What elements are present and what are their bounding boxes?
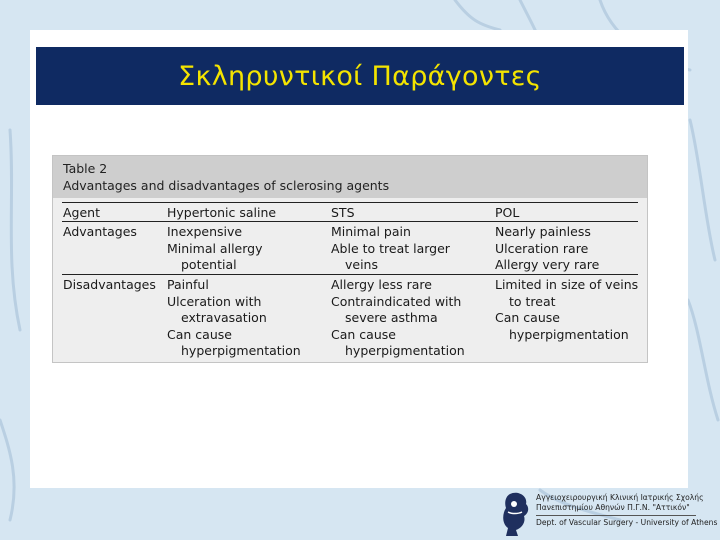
logo-separator [536, 515, 696, 516]
cell-line: veins [345, 257, 378, 272]
cell-line: Can cause [331, 326, 396, 342]
sclerosing-agents-table [52, 155, 648, 363]
logo-line-1: Αγγειοχειρουργική Κλινική Ιατρικής Σχολής [536, 493, 704, 502]
cell-line: severe asthma [345, 310, 438, 325]
header-hypertonic-saline: Hypertonic saline [167, 205, 277, 220]
logo-text-block [536, 493, 717, 528]
cell-line: Can cause [495, 310, 560, 325]
cell-line: hyperpigmentation [181, 343, 301, 358]
cell-line: Minimal allergy [167, 240, 263, 256]
athena-head-icon [500, 490, 534, 536]
cell-line: Can cause [167, 326, 232, 342]
cell-line: Nearly painless [495, 224, 591, 239]
cell-disadvantages-pol [495, 277, 638, 343]
cell-line: Contraindicated with [331, 293, 462, 309]
cell-line: Allergy less rare [331, 277, 432, 292]
row-label-advantages [63, 224, 137, 241]
slide-title: Σκληρυντικοί Παράγοντες [178, 60, 542, 92]
cell-advantages-hypertonic-saline [167, 224, 262, 274]
cell-advantages-pol [495, 224, 599, 274]
table-rule-top [62, 202, 638, 203]
advantages-label: Advantages [63, 224, 137, 239]
header-pol: POL [495, 205, 520, 220]
logo-line-2: Πανεπιστημίου Αθηνών Π.Γ.Ν. "Αττικόν" [536, 503, 690, 512]
cell-line: extravasation [181, 310, 267, 325]
cell-line: potential [181, 257, 237, 272]
cell-line: Painful [167, 277, 209, 292]
cell-line: to treat [509, 293, 556, 309]
header-agent: Agent [63, 205, 100, 220]
row-label-disadvantages [63, 277, 156, 294]
table-rule-header [62, 221, 638, 222]
table-rule-middle [62, 274, 638, 275]
table-number: Table 2 [63, 161, 108, 176]
table-title: Advantages and disadvantages of sclerosing agents [63, 178, 390, 193]
logo-line-3: Dept. of Vascular Surgery - University of Athens [536, 518, 718, 527]
cell-line: Ulceration with [167, 293, 262, 309]
cell-line: hyperpigmentation [345, 343, 465, 358]
cell-line: Limited in size of veins [495, 277, 639, 292]
title-bar [36, 47, 684, 105]
cell-line: hyperpigmentation [509, 326, 629, 342]
cell-line: Inexpensive [167, 224, 243, 239]
disadvantages-label: Disadvantages [63, 277, 156, 292]
cell-advantages-sts [331, 224, 450, 274]
cell-line: Ulceration rare [495, 240, 589, 256]
cell-line: Able to treat larger [331, 240, 450, 256]
cell-disadvantages-sts [331, 277, 465, 360]
cell-line: Minimal pain [331, 224, 411, 239]
university-logo-footer [500, 488, 718, 538]
header-sts: STS [331, 205, 355, 220]
cell-disadvantages-hypertonic-saline [167, 277, 301, 360]
cell-line: Allergy very rare [495, 257, 600, 272]
